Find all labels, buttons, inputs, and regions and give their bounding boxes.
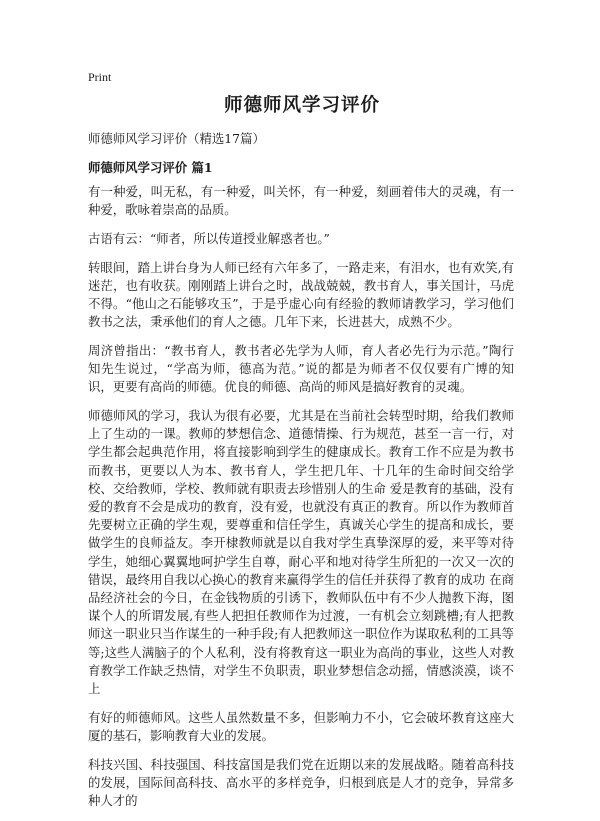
print-link[interactable]: Print [88,70,112,84]
article-body [88,183,514,821]
page-title: 师德师风学习评价 [223,95,380,116]
document-page [88,0,516,809]
paragraph: 有好的师德师风。这些人虽然数量不多，但影响力不小，它会破坏教育这座大厦的基石，影响教育大业的发展。 [88,709,514,743]
paragraph: 科技兴国、科技强国、科技富国是我们党在近期以来的发展战略。随着高科技的发展，国际间高科技、高水平的多样竞争，归根到底是人才的竞争，异常多种人才的 [88,756,514,809]
paragraph: 古语有云：“师者，所以传道授业解惑者也。” [88,230,330,246]
paragraph: 转眼间，踏上讲台身为人师已经有六年多了，一路走来，有泪水，也有欢笑,有迷茫，也有收获。刚刚踏上讲台之时，战战兢兢，教书育人，事关国计，马虎不得。“他山之石能够攻玉”，于是乎虚心向有经验的教师请教学习，学习他们教书之法，秉承他们的育人之德。几年下来，长进甚大，成熟不少。 [88,259,514,330]
section-heading: 师德师风学习评价 篇1 [88,160,213,175]
document-subtitle: 师德师风学习评价（精选17篇） [88,131,265,146]
paragraph: 有一种爱，叫无私，有一种爱，叫关怀，有一种爱，刻画着伟大的灵魂，有一种爱，歌咏着崇高的品质。 [88,184,514,218]
paragraph: 师德师风的学习，我认为很有必要，尤其是在当前社会转型时期，给我们教师上了生动的一课。教师的梦想信念、道德情操、行为规范，甚至一言一行，对学生都会起典范作用，将直接影响到学生的健康成长。教育工作不应是为教书而教书，更要以人为本、教书育人，学生把几年、十几年的生命时间交给学校、交给教师，学校、教师就有职责去珍惜别人的生命 爱是教育的基础，没有爱的教育不会是成功的教育，没有爱，也就没有真正的教育。所以作为教师首先要树立正确的学生观，要尊重和信任学生，真诚关心学生的提高和成长，要做学生的良师益友。李开棣教师就是以自我对学生真挚深厚的爱，来平等对待学生，她细心翼翼地呵护学生自尊，耐心平和地对待学生所犯的一次又一次的错误，最终用自我以心换心的教育来赢得学生的信任并获得了教育的成功 在商品经济社会的今日，在金钱物质的引诱下，教师队伍中有不少人抛教下海，图谋个人的所谓发展,有些人把担任教师作为过渡，一有机会立刻跳槽;有人把教师这一职业只当作谋生的一种手段;有人把教师这一职位作为谋取私利的工具等等;这些人满脑子的个人私利，没有将教育这一职业为高尚的事业，这些人对教育教学工作缺乏热情，对学生不负职责，职业梦想信念动摇，情感淡漠，谈不上 [88,408,514,697]
paragraph: 周济曾指出：“教书育人，教书者必先学为人师，育人者必先行为示范。”陶行知先生说过，“学高为师，德高为范。”说的都是为师者不仅仅要有广博的知识，更要有高尚的师德。优良的师德、高尚的师风是搞好教育的灵魂。 [88,342,514,395]
